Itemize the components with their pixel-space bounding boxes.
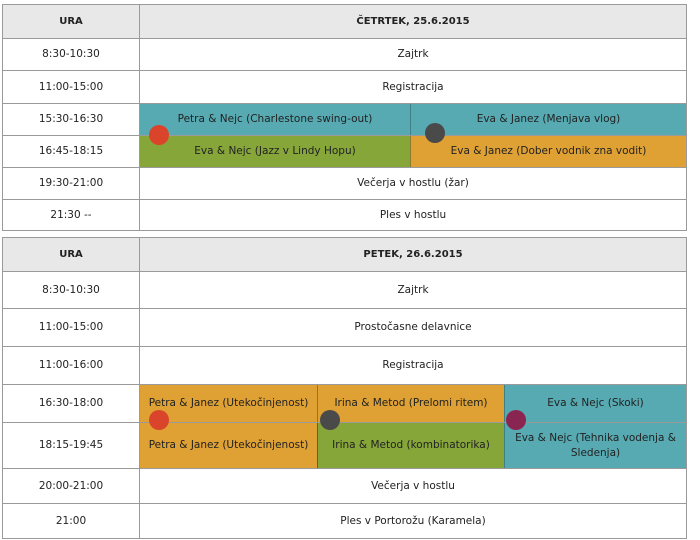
event-cell: Zajtrk [397, 48, 429, 61]
dark-dot-marker [320, 410, 340, 430]
event-cell: Večerja v hostlu [371, 479, 455, 492]
event-cell: Zajtrk [397, 283, 429, 296]
time-cell: 8:30-10:30 [3, 39, 140, 70]
event-cell: Registracija [382, 359, 444, 372]
table-row [3, 308, 686, 346]
time-column-header: URA [3, 238, 140, 271]
time-column-header: URA [3, 5, 140, 38]
table-row [3, 167, 686, 199]
time-cell: 11:00-15:00 [3, 309, 140, 346]
event-cell: Ples v Portorožu (Karamela) [340, 514, 486, 527]
table-row [3, 70, 686, 103]
session-block: Petra & Janez (Utekočinjenost) [140, 423, 317, 468]
red-dot-marker [149, 125, 169, 145]
table-row [3, 38, 686, 70]
table-row [3, 346, 686, 384]
friday-schedule-table [2, 237, 687, 539]
table-row [3, 271, 686, 308]
table-row [3, 468, 686, 503]
event-cell: Prostočasne delavnice [354, 321, 472, 334]
time-cell: 8:30-10:30 [3, 272, 140, 308]
session-block: Eva & Janez (Dober vodnik zna vodit) [410, 136, 686, 167]
session-block: Petra & Janez (Utekočinjenost) [140, 385, 317, 422]
session-block: Eva & Janez (Menjava vlog) [410, 104, 686, 135]
dark-dot-marker [425, 123, 445, 143]
thursday-schedule-table [2, 4, 687, 231]
time-cell: 15:30-16:30 [3, 104, 140, 135]
time-cell: 21:00 [3, 504, 140, 538]
session-block: Irina & Metod (Prelomi ritem) [317, 385, 504, 422]
table-row [3, 503, 686, 538]
day-column-header: PETEK, 26.6.2015 [363, 248, 463, 260]
time-cell: 20:00-21:00 [3, 469, 140, 503]
session-block: Irina & Metod (kombinatorika) [317, 423, 504, 468]
time-cell: 16:30-18:00 [3, 385, 140, 422]
session-block: Eva & Nejc (Tehnika vodenja & Sledenja) [504, 423, 686, 468]
session-block: Petra & Nejc (Charlestone swing-out) [140, 104, 410, 135]
day-column-header: ČETRTEK, 25.6.2015 [356, 15, 470, 27]
time-cell: 16:45-18:15 [3, 136, 140, 167]
event-cell: Ples v hostlu [379, 208, 447, 221]
session-block: Eva & Nejc (Jazz v Lindy Hopu) [140, 136, 410, 167]
table-row [3, 199, 686, 230]
event-cell: Večerja v hostlu (žar) [357, 177, 469, 190]
red-dot-marker [149, 410, 169, 430]
time-cell: 21:30 -- [3, 200, 140, 230]
time-cell: 18:15-19:45 [3, 423, 140, 468]
time-cell: 19:30-21:00 [3, 168, 140, 199]
time-cell: 11:00-15:00 [3, 71, 140, 103]
event-cell: Registracija [382, 80, 444, 93]
session-block: Eva & Nejc (Skoki) [504, 385, 686, 422]
table-header-row [3, 238, 686, 271]
purple-dot-marker [506, 410, 526, 430]
time-cell: 11:00-16:00 [3, 347, 140, 384]
table-header-row [3, 5, 686, 38]
